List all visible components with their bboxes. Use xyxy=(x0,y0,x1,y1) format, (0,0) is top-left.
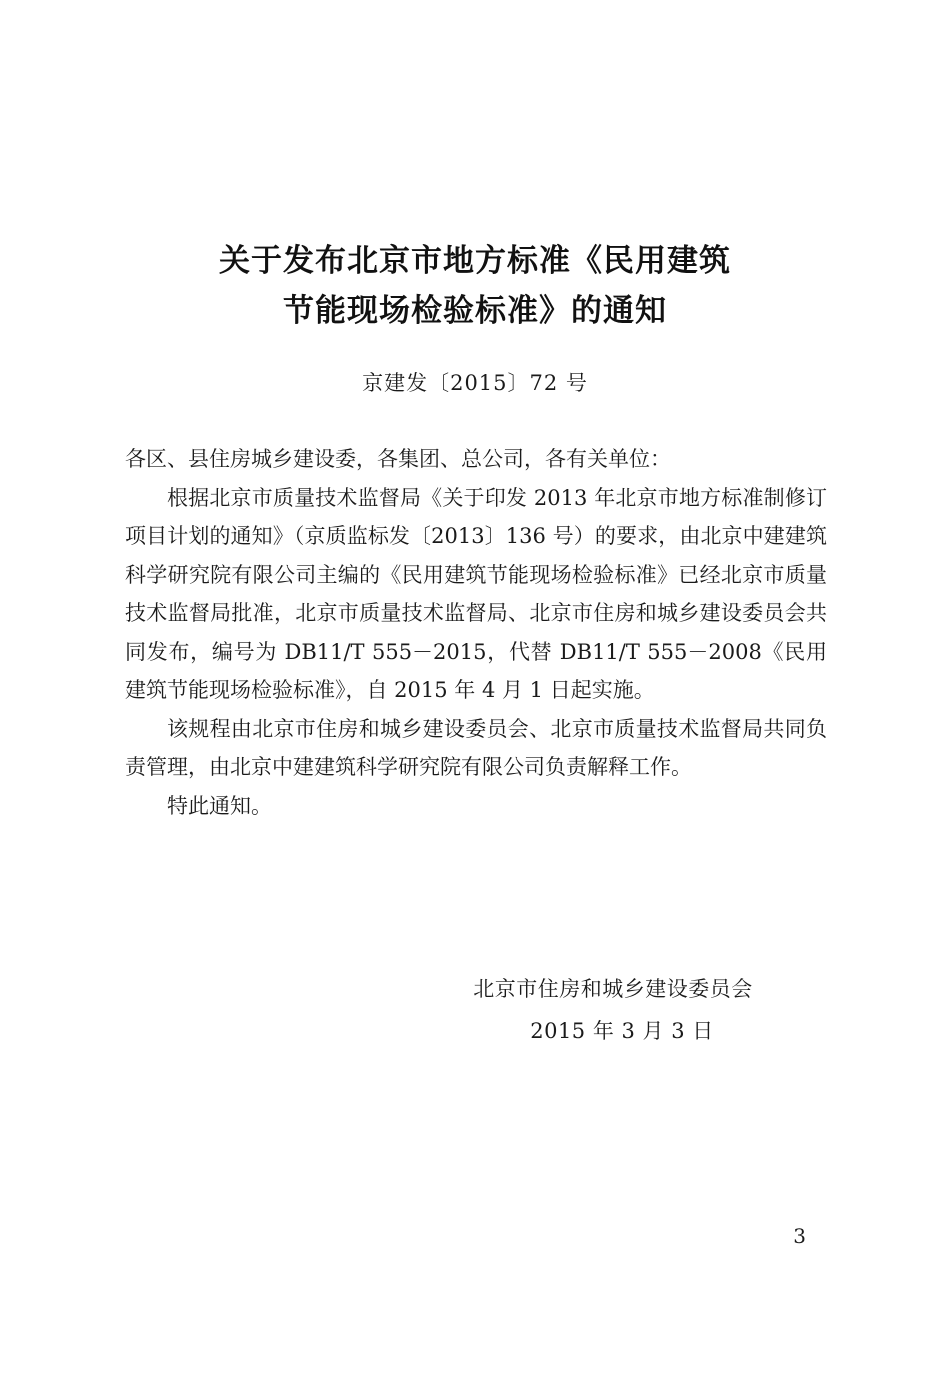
page-number: 3 xyxy=(793,1224,806,1248)
title-line-2: 节能现场检验标准》的通知 xyxy=(283,293,667,329)
title-line-1: 关于发布北京市地方标准《民用建筑 xyxy=(219,243,731,279)
paragraph-management: 该规程由北京市住房和城乡建设委员会、北京市质量技术监督局共同负责管理，由北京中建建筑科学研究院有限公司负责解释工作。 xyxy=(125,716,827,779)
document-number: 京建发〔2015〕72 号 xyxy=(362,371,588,395)
paragraph-closing: 特此通知。 xyxy=(167,793,272,818)
salutation: 各区、县住房城乡建设委，各集团、总公司，各有关单位： xyxy=(125,447,671,471)
signature-block xyxy=(430,968,796,1052)
notice-body xyxy=(125,440,827,825)
issuer-name: 北京市住房和城乡建设委员会 xyxy=(473,977,753,1001)
issue-date: 2015 年 3 月 3 日 xyxy=(530,1019,714,1043)
notice-title xyxy=(0,236,950,336)
paragraph-standard-release: 根据北京市质量技术监督局《关于印发 2013 年北京市地方标准制修订项目计划的通知》（京质监标发〔2013〕136 号）的要求，由北京中建建筑科学研究院有限公司主编的《民用建筑节能现场检验标准》已经北京市质量技术监督局批准，北京市质量技术监督局、北京市住房和城乡建设委员会共同发布，编号为 DB11/T 555－2015，代替 DB11/T 555－2008《民用建筑节能现场检验标准》，自 2015 年 4 月 1 日起实施。 xyxy=(125,485,827,702)
